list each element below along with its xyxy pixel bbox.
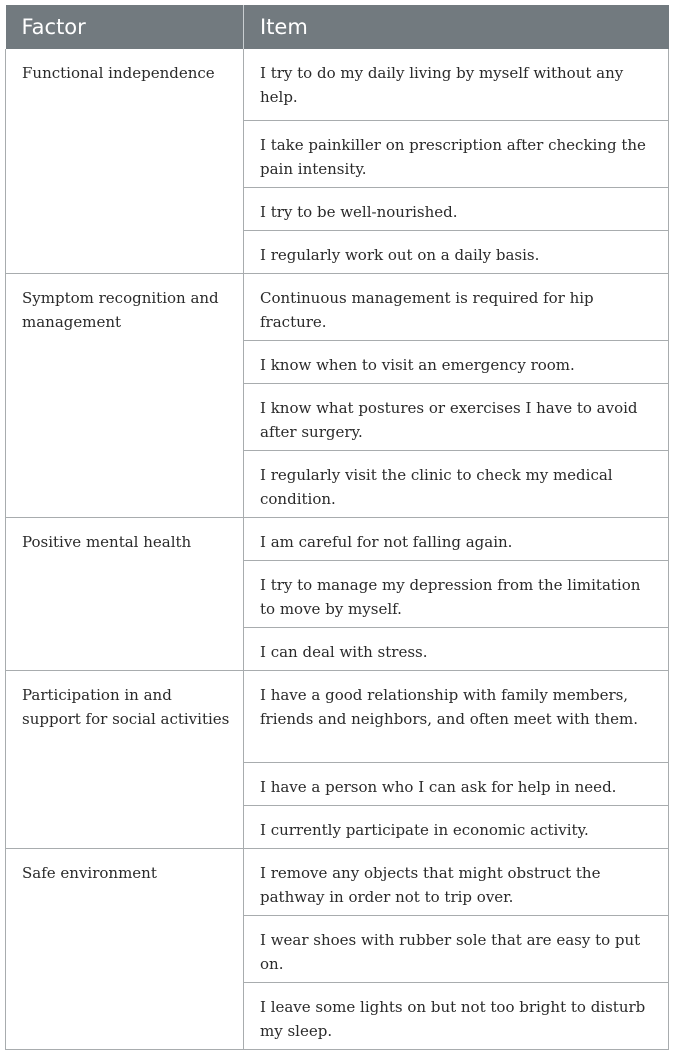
table-body bbox=[6, 49, 669, 1049]
item-cell: I am careful for not falling again. bbox=[244, 517, 669, 560]
table-row bbox=[6, 273, 669, 340]
item-cell: I regularly work out on a daily basis. bbox=[244, 230, 669, 273]
item-cell: I leave some lights on but not too bright to disturb my sleep. bbox=[244, 982, 669, 1049]
table-row bbox=[6, 49, 669, 120]
table-header bbox=[6, 5, 669, 49]
item-cell: Continuous management is required for hip fracture. bbox=[244, 273, 669, 340]
item-cell: I can deal with stress. bbox=[244, 627, 669, 670]
item-cell: I currently participate in economic activity. bbox=[244, 805, 669, 848]
table-row bbox=[6, 670, 669, 762]
item-column-header: Item bbox=[244, 5, 669, 49]
factor-cell: Symptom recognition and management bbox=[6, 273, 244, 517]
item-cell: I know what postures or exercises I have to avoid after surgery. bbox=[244, 383, 669, 450]
item-cell: I have a person who I can ask for help in need. bbox=[244, 762, 669, 805]
item-cell: I remove any objects that might obstruct the pathway in order not to trip over. bbox=[244, 848, 669, 915]
item-cell: I try to be well-nourished. bbox=[244, 187, 669, 230]
table-row bbox=[6, 848, 669, 915]
item-cell: I take painkiller on prescription after checking the pain intensity. bbox=[244, 120, 669, 187]
header-row bbox=[6, 5, 669, 49]
factor-cell: Safe environment bbox=[6, 848, 244, 1049]
factor-column-header: Factor bbox=[6, 5, 244, 49]
factor-cell: Functional independence bbox=[6, 49, 244, 273]
factor-cell: Positive mental health bbox=[6, 517, 244, 670]
table-row bbox=[6, 517, 669, 560]
factor-cell: Participation in and support for social activities bbox=[6, 670, 244, 848]
item-cell: I regularly visit the clinic to check my medical condition. bbox=[244, 450, 669, 517]
item-cell: I wear shoes with rubber sole that are easy to put on. bbox=[244, 915, 669, 982]
factor-item-table bbox=[5, 5, 669, 1050]
item-cell: I have a good relationship with family members, friends and neighbors, and often meet with them. bbox=[244, 670, 669, 762]
item-cell: I try to manage my depression from the limitation to move by myself. bbox=[244, 560, 669, 627]
item-cell: I know when to visit an emergency room. bbox=[244, 340, 669, 383]
item-cell: I try to do my daily living by myself without any help. bbox=[244, 49, 669, 120]
